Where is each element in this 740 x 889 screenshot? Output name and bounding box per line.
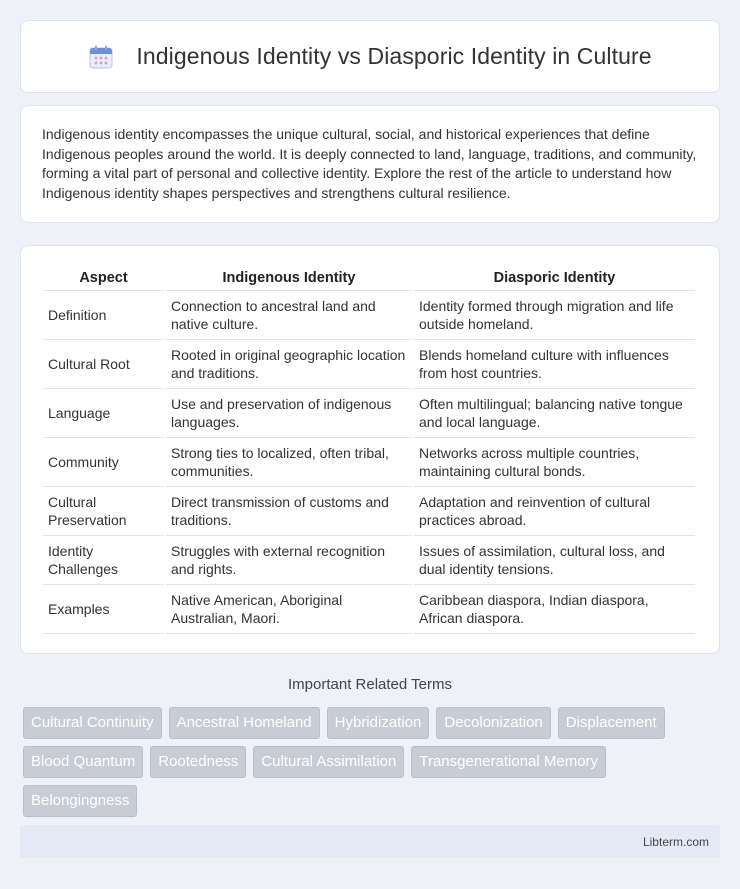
related-term-tag[interactable]: Rootedness: [150, 746, 246, 778]
footer-site-link[interactable]: Libterm.com: [642, 834, 709, 849]
table-row: [43, 536, 695, 585]
aspect-cell: Examples: [43, 585, 164, 634]
indigenous-cell: Rooted in original geographic location and traditions.: [166, 340, 412, 389]
table-row: [43, 438, 695, 487]
related-terms-list: [23, 707, 713, 817]
indigenous-cell: Native American, Aboriginal Australian, Maori.: [166, 585, 412, 634]
table-row: [43, 291, 695, 340]
intro-text: Indigenous identity encompasses the unique cultural, social, and historical experiences that define Indigenous peoples around the world. It is deeply connected to land, language, traditions, and community, forming a vital part of personal and collective identity. Explore the rest of the article to understand how Indigenous identity shapes perspectives and strengthens cultural resilience.: [42, 126, 697, 201]
related-term-tag[interactable]: Ancestral Homeland: [169, 707, 320, 739]
diasporic-cell: Often multilingual; balancing native tongue and local language.: [414, 389, 695, 438]
intro-card: [20, 105, 720, 223]
related-term-tag[interactable]: Decolonization: [436, 707, 550, 739]
related-term-tag[interactable]: Transgenerational Memory: [411, 746, 606, 778]
column-header-aspect: Aspect: [43, 262, 164, 291]
diasporic-cell: Networks across multiple countries, maintaining cultural bonds.: [414, 438, 695, 487]
comparison-table-card: [20, 245, 720, 654]
aspect-cell: Community: [43, 438, 164, 487]
related-term-tag[interactable]: Cultural Assimilation: [253, 746, 404, 778]
indigenous-cell: Struggles with external recognition and rights.: [166, 536, 412, 585]
footer-bar: [20, 825, 720, 858]
related-term-tag[interactable]: Belongingness: [23, 785, 137, 817]
aspect-cell: Identity Challenges: [43, 536, 164, 585]
table-row: [43, 487, 695, 536]
diasporic-cell: Issues of assimilation, cultural loss, and dual identity tensions.: [414, 536, 695, 585]
related-terms-heading: Important Related Terms: [288, 676, 452, 693]
indigenous-cell: Strong ties to localized, often tribal, communities.: [166, 438, 412, 487]
related-term-tag[interactable]: Hybridization: [327, 707, 430, 739]
page-title: Indigenous Identity vs Diasporic Identity in Culture: [136, 43, 652, 69]
related-term-tag[interactable]: Cultural Continuity: [23, 707, 162, 739]
table-row: [43, 340, 695, 389]
calendar-icon: [88, 44, 114, 70]
indigenous-cell: Connection to ancestral land and native culture.: [166, 291, 412, 340]
aspect-cell: Cultural Preservation: [43, 487, 164, 536]
table-row: [43, 585, 695, 634]
indigenous-cell: Use and preservation of indigenous languages.: [166, 389, 412, 438]
indigenous-cell: Direct transmission of customs and traditions.: [166, 487, 412, 536]
aspect-cell: Cultural Root: [43, 340, 164, 389]
diasporic-cell: Identity formed through migration and life outside homeland.: [414, 291, 695, 340]
header-card: [20, 20, 720, 93]
table-header-row: [43, 262, 695, 291]
table-row: [43, 389, 695, 438]
column-header-diasporic: Diasporic Identity: [414, 262, 695, 291]
comparison-table: [41, 262, 697, 634]
diasporic-cell: Blends homeland culture with influences from host countries.: [414, 340, 695, 389]
aspect-cell: Language: [43, 389, 164, 438]
column-header-indigenous: Indigenous Identity: [166, 262, 412, 291]
related-term-tag[interactable]: Blood Quantum: [23, 746, 143, 778]
diasporic-cell: Adaptation and reinvention of cultural practices abroad.: [414, 487, 695, 536]
diasporic-cell: Caribbean diaspora, Indian diaspora, African diaspora.: [414, 585, 695, 634]
aspect-cell: Definition: [43, 291, 164, 340]
related-term-tag[interactable]: Displacement: [558, 707, 665, 739]
